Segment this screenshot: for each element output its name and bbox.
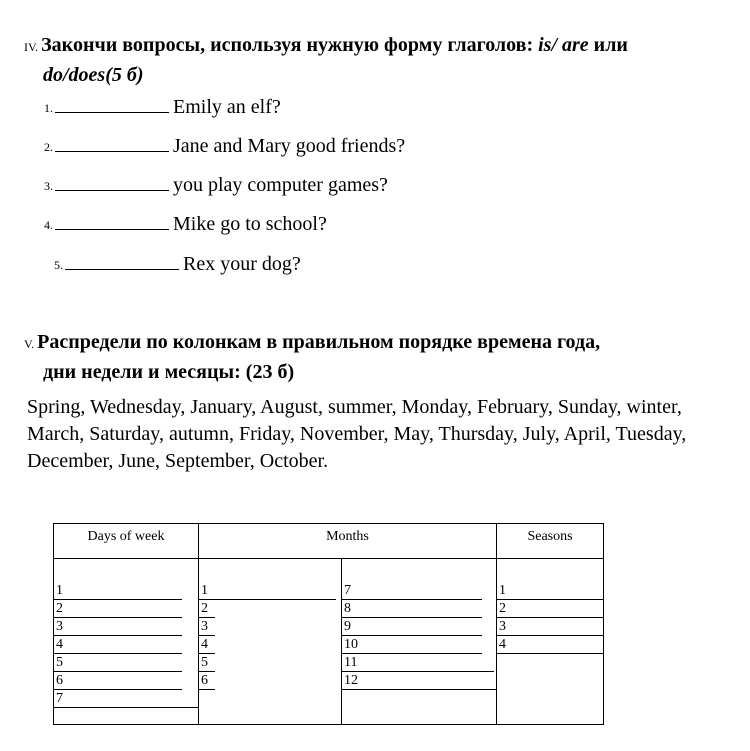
days-line-6[interactable]: 6 [54,672,182,690]
question-1 [44,96,281,119]
section-5-roman: V. [24,337,35,351]
section-4-heading-after: или [588,34,628,56]
header-days: Days of week [54,524,199,559]
answer-blank[interactable] [65,253,179,270]
section-4-heading-italic: is/ are [538,34,589,56]
months-line-9[interactable]: 9 [342,618,482,636]
months-line-2[interactable]: 2 [199,600,215,618]
months-line-5[interactable]: 5 [199,654,215,672]
days-line-3[interactable]: 3 [54,618,182,636]
section-5-heading-line2: дни недели и месяцы: (23 б) [43,361,295,383]
question-text: Mike go to school? [173,213,327,235]
days-line-2[interactable]: 2 [54,600,182,618]
question-text: Jane and Mary good friends? [173,135,406,157]
section-4-heading [24,31,740,89]
days-column [54,559,199,725]
days-line-7[interactable]: 7 [54,690,198,708]
section-4-heading-line2: do/does(5 б) [43,64,144,86]
seasons-line-3[interactable]: 3 [497,618,603,636]
header-seasons: Seasons [497,524,604,559]
months-line-11[interactable]: 11 [342,654,494,672]
seasons-line-4[interactable]: 4 [497,636,603,654]
days-line-1[interactable]: 1 [54,582,182,600]
section-4-roman: IV. [24,40,39,54]
question-number: 5. [54,258,63,272]
months-left-column [199,559,342,725]
months-line-10[interactable]: 10 [342,636,482,654]
answer-blank[interactable] [55,213,169,230]
months-right-column [342,559,497,725]
seasons-column [497,559,604,725]
months-line-3[interactable]: 3 [199,618,215,636]
answer-blank[interactable] [55,135,169,152]
seasons-line-1[interactable]: 1 [497,582,603,600]
days-line-4[interactable]: 4 [54,636,182,654]
answer-blank[interactable] [55,96,169,113]
months-line-4[interactable]: 4 [199,636,215,654]
header-months: Months [199,524,497,559]
question-5 [54,253,301,276]
months-line-12[interactable]: 12 [342,672,496,690]
question-text: Emily an elf? [173,96,281,118]
question-number: 3. [44,179,53,193]
word-list: Spring, Wednesday, January, August, summer, Monday, February, Sunday, winter, March, Saturday, autumn, Friday, November, May, Thursday, July, April, Tuesday, December, June, September, October. [27,396,687,472]
days-line-5[interactable]: 5 [54,654,182,672]
months-line-6[interactable]: 6 [199,672,215,690]
section-4-heading-text: Закончи вопросы, используя нужную форму глаголов: [41,34,539,56]
section-5-heading [24,328,740,386]
question-text: you play computer games? [173,174,388,196]
months-line-8[interactable]: 8 [342,600,482,618]
question-2 [44,135,405,158]
question-number: 2. [44,140,53,154]
question-number: 1. [44,101,53,115]
months-line-1[interactable]: 1 [199,582,336,600]
question-number: 4. [44,218,53,232]
answer-table [53,523,604,725]
months-line-7[interactable]: 7 [342,582,482,600]
answer-blank[interactable] [55,174,169,191]
question-3 [44,174,388,197]
question-4 [44,213,327,236]
question-text: Rex your dog? [183,253,301,275]
section-5-heading-text: Распредели по колонкам в правильном порядке времена года, [37,331,601,353]
seasons-line-2[interactable]: 2 [497,600,603,618]
